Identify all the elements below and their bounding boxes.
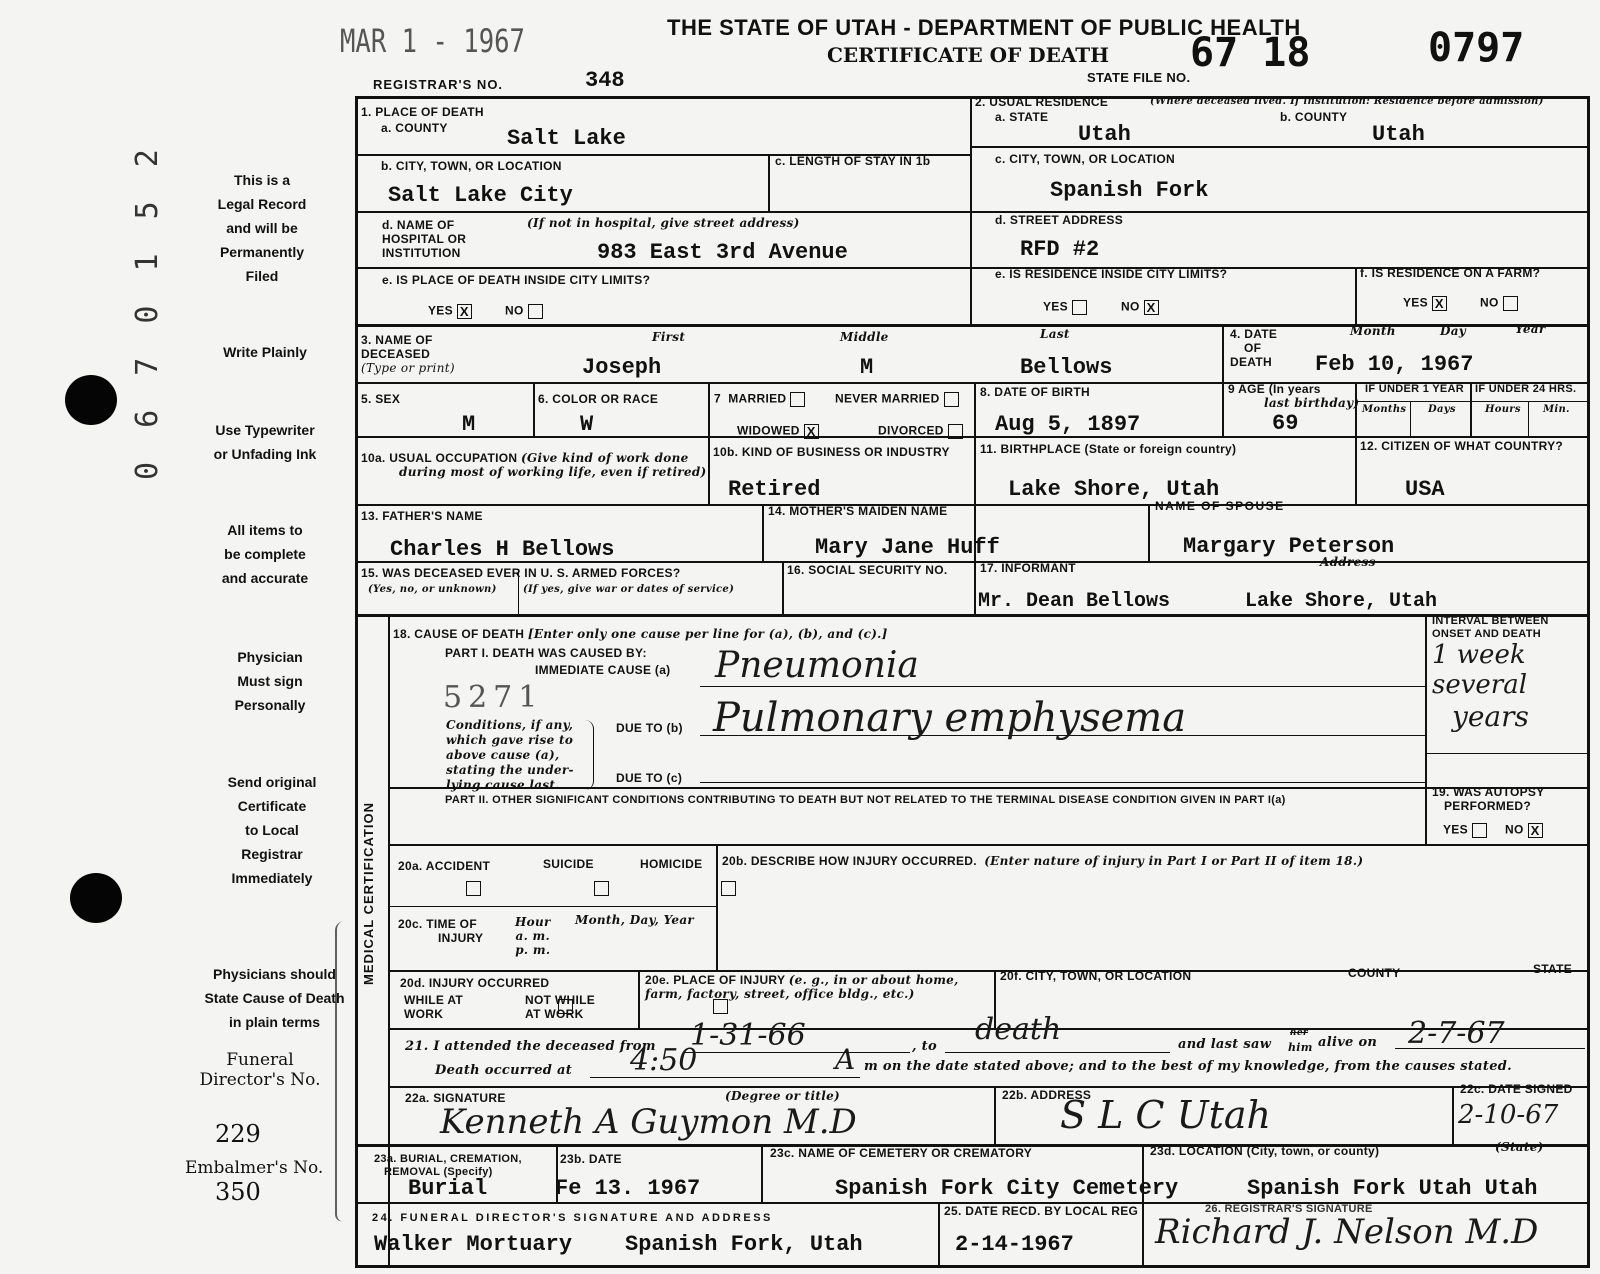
f7-divorced[interactable]: DIVORCED (878, 424, 963, 439)
f18-cause-a: Pneumonia (715, 645, 919, 686)
f17-label: 17. INFORMANT (980, 561, 1076, 575)
f18-interval-b-2: years (1452, 700, 1529, 733)
f3-last-label: Last (1040, 327, 1070, 341)
f20c-hour: Hour a. m. p. m. (515, 915, 551, 957)
f21-him: him (1288, 1041, 1313, 1054)
f23d-state-label: (State) (1495, 1140, 1544, 1154)
f23d-label: 23d. LOCATION (City, town, or county) (1150, 1144, 1380, 1158)
f21-alive-value: 2-7-67 (1408, 1016, 1505, 1051)
f9-label: 9 AGE (In years last birthday) (1228, 382, 1360, 410)
f13-label: 13. FATHER'S NAME (361, 509, 483, 523)
f4-year-label: Year (1515, 322, 1546, 336)
f23b-label: 23b. DATE (560, 1152, 622, 1166)
f1-inside-label: e. IS PLACE OF DEATH INSIDE CITY LIMITS? (382, 273, 651, 287)
f22-address: S L C Utah (1060, 1093, 1272, 1137)
f17-informant: Mr. Dean Bellows (978, 590, 1171, 613)
f3-last: Bellows (1020, 355, 1113, 380)
f21-attended: 21. I attended the deceased from (405, 1039, 656, 1054)
f9-age: 69 (1272, 411, 1299, 436)
f1-yes-box[interactable]: YES X (428, 304, 472, 319)
f1-city-label: b. CITY, TOWN, OR LOCATION (381, 159, 562, 173)
f20a-label: 20a. ACCIDENT (398, 859, 491, 873)
f22b-label: 22b. ADDRESS (1002, 1088, 1092, 1102)
f2-county: Utah (1372, 122, 1425, 147)
f20-accident-box[interactable] (466, 881, 481, 896)
f1-county-label: a. COUNTY (381, 121, 448, 135)
state-file-number-part2: 0797 (1428, 25, 1525, 71)
f18-label: 18. CAUSE OF DEATH [Enter only one cause per line for (a), (b), and (c).] (393, 627, 888, 641)
f2-state: Utah (1078, 122, 1131, 147)
f23a-disposition: Burial (408, 1176, 488, 1201)
f10a-label: 10a. USUAL OCCUPATION (Give kind of work done during most of working life, even if retired) (361, 451, 707, 479)
f2-farm-label: f. IS RESIDENCE ON A FARM? (1360, 266, 1541, 280)
state-file-number-part1: 67 18 (1190, 30, 1311, 76)
f2-farm-yes[interactable]: YES X (1403, 296, 1447, 311)
f18-brace (585, 720, 594, 790)
f22-date: 2-10-67 (1458, 1100, 1559, 1130)
f21-rest: m on the date stated above; and to the best of my knowledge, from the causes stated. (864, 1059, 1512, 1074)
f20d-label: 20d. INJURY OCCURRED (400, 976, 550, 990)
f13-father: Charles H Bellows (390, 537, 615, 562)
f17-address: Lake Shore, Utah (1245, 590, 1438, 613)
funeral-director-label: Funeral Director's No. (199, 1050, 321, 1090)
f23d-location: Spanish Fork Utah Utah (1247, 1176, 1538, 1201)
f2-inside-yes[interactable]: YES (1043, 300, 1087, 315)
f20b-label: 20b. DESCRIBE HOW INJURY OCCURRED. (Enter nature of injury in Part I or Part II of item 18.) (722, 854, 1364, 868)
f7-widowed[interactable]: WIDOWED X (737, 424, 819, 439)
f7-married[interactable]: 7 MARRIED (714, 392, 805, 407)
f7-never-married[interactable]: NEVER MARRIED (835, 392, 959, 407)
f18-code: 5271 (443, 680, 544, 715)
f9-min: Min. (1543, 404, 1570, 415)
f20-suicide-label: SUICIDE (543, 857, 594, 871)
f12-citizen: USA (1405, 477, 1445, 502)
f15-hint-2: (If yes, give war or dates of service) (523, 584, 735, 595)
f18-part2: PART II. OTHER SIGNIFICANT CONDITIONS CONTRIBUTING TO DEATH BUT NOT RELATED TO THE TERMINAL DISEASE CONDITION GIVEN IN PART I(a) (445, 794, 1286, 806)
f3-middle-label: Middle (840, 330, 889, 344)
f18-interval-a: 1 week (1432, 640, 1526, 670)
f8-date-of-birth: Aug 5, 1897 (995, 412, 1141, 437)
f6-label: 6. COLOR OR RACE (538, 392, 659, 406)
form-subtitle: CERTIFICATE OF DEATH (827, 43, 1110, 67)
f26-label: 26. REGISTRAR'S SIGNATURE (1205, 1203, 1373, 1215)
f18-due-c: DUE TO (c) (616, 771, 683, 785)
f21-ampm: A (835, 1043, 856, 1076)
f2-city: Spanish Fork (1050, 178, 1209, 203)
f10b-business: Retired (728, 477, 821, 502)
f15-label: 15. WAS DECEASED EVER IN U. S. ARMED FORCES? (361, 566, 681, 580)
f16-label: 16. SOCIAL SECURITY NO. (787, 563, 948, 577)
f20f-label: 20f. CITY, TOWN, OR LOCATION (1000, 969, 1192, 983)
f20-homicide-box[interactable] (721, 881, 736, 896)
form-title: THE STATE OF UTAH - DEPARTMENT OF PUBLIC HEALTH (667, 15, 1301, 40)
f20c-label: 20c. TIME OF INJURY (398, 917, 484, 945)
f18-cause-b: Pulmonary emphysema (713, 695, 1187, 741)
f2-city-label: c. CITY, TOWN, OR LOCATION (995, 152, 1176, 166)
f20e-label: 20e. PLACE OF INJURY (e. g., in or about home, farm, factory, street, office bldg., etc.) (645, 973, 959, 1001)
f8-label: 8. DATE OF BIRTH (980, 385, 1090, 399)
f3-middle: M (860, 355, 874, 380)
f14-mother: Mary Jane Huff (815, 535, 1000, 560)
f11-label: 11. BIRTHPLACE (State or foreign country) (980, 442, 1237, 456)
sidebar-send: Send original Certificate to Local Registrar Immediately (227, 774, 317, 886)
f20d-while-at-work[interactable]: WHILE AT WORK (404, 993, 464, 1021)
f21-her: her (1290, 1028, 1308, 1038)
f23c-cemetery: Spanish Fork City Cemetery (835, 1176, 1179, 1201)
f21-to: , to (912, 1039, 937, 1054)
sidebar-legal: This is a Legal Record and will be Permanently Filed (217, 172, 307, 284)
f21-from: 1-31-66 (690, 1018, 806, 1053)
f4-day-label: Day (1440, 324, 1467, 338)
received-stamp: MAR 1 - 1967 (340, 22, 525, 60)
f2-farm-no[interactable]: NO (1480, 296, 1518, 311)
f20f-state: STATE (1533, 962, 1573, 976)
f11-birthplace: Lake Shore, Utah (1008, 477, 1220, 502)
f3-first: Joseph (582, 355, 662, 380)
f20-homicide-label: HOMICIDE (640, 857, 703, 871)
f9-days: Days (1428, 404, 1456, 415)
f24-label: 24. FUNERAL DIRECTOR'S SIGNATURE AND ADDRESS (372, 1212, 773, 1224)
punch-hole-bottom (70, 873, 122, 923)
f21-to-value: death (975, 1012, 1062, 1047)
serial-number: 0 6 7 0 1 5 2 (130, 141, 165, 480)
punch-hole-top (65, 375, 117, 425)
f5-label: 5. SEX (361, 392, 401, 406)
f2-label: 2. USUAL RESIDENCE (975, 95, 1109, 109)
f18-part1: PART I. DEATH WAS CAUSED BY: (445, 646, 647, 660)
f23a-label: 23a. BURIAL, CREMATION, REMOVAL (Specify) (374, 1153, 522, 1178)
f20d-not-while[interactable]: NOT WHILE AT WORK (525, 993, 596, 1021)
f9-under-1: IF UNDER 1 YEAR (1365, 383, 1465, 395)
f18-interval-label: INTERVAL BETWEEN ONSET AND DEATH (1432, 615, 1549, 640)
f1-hospital: 983 East 3rd Avenue (597, 240, 848, 265)
f1-county: Salt Lake (507, 126, 626, 151)
f18-interval-b-1: several (1432, 670, 1528, 700)
f1-hosp-label: d. NAME OF HOSPITAL OR INSTITUTION (382, 218, 467, 260)
f4-date-of-death: Feb 10, 1967 (1315, 352, 1474, 377)
f1-no-box[interactable]: NO (505, 304, 543, 319)
f4-month-label: Month (1350, 324, 1396, 338)
f3-label: 3. NAME OF DECEASED (Type or print) (361, 333, 455, 375)
f25-label: 25. DATE RECD. BY LOCAL REG (944, 1204, 1139, 1218)
sidebar-typewriter: Use Typewriter or Unfading Ink (213, 422, 317, 462)
f9-hours: Hours (1485, 404, 1521, 415)
f22a-label: 22a. SIGNATURE (405, 1091, 506, 1105)
f1-hosp-hint: (If not in hospital, give street address) (527, 216, 800, 230)
f17-address-label: Address (1320, 555, 1376, 569)
sidebar-plain-terms: Physicians should State Cause of Death in plain terms (204, 966, 345, 1030)
f14-label: 14. MOTHER'S MAIDEN NAME (768, 504, 948, 518)
f24-funeral-director: Walker Mortuary (374, 1232, 573, 1257)
f18-immediate-label: IMMEDIATE CAUSE (a) (535, 663, 671, 677)
f21-alive-on: alive on (1318, 1035, 1378, 1050)
f22a-degree: (Degree or title) (725, 1089, 840, 1103)
registrar-label: REGISTRAR'S NO. (373, 77, 504, 92)
f9-under-24: IF UNDER 24 HRS. (1475, 383, 1577, 395)
f3-first-label: First (652, 330, 686, 344)
funeral-director-number: 229 (215, 1120, 261, 1148)
medical-certification-label: MEDICAL CERTIFICATION (361, 801, 376, 985)
f23b-date: Fe 13. 1967 (555, 1176, 701, 1201)
sidebar-items: All items to be complete and accurate (221, 522, 309, 586)
f19-no[interactable]: NO X (1505, 823, 1543, 838)
f21-last-saw: and last saw (1178, 1037, 1272, 1052)
f18-conditions: Conditions, if any, which gave rise to above cause (a), stating the under- lying cause last. (446, 718, 574, 792)
f1-stay-label: c. LENGTH OF STAY IN 1b (775, 154, 931, 168)
f10b-label: 10b. KIND OF BUSINESS OR INDUSTRY (713, 445, 950, 459)
f19-label: 19. WAS AUTOPSY PERFORMED? (1432, 785, 1545, 813)
spouse-name: Margary Peterson (1183, 534, 1395, 559)
f1-city: Salt Lake City (388, 183, 573, 208)
spouse-label: NAME OF SPOUSE (1155, 499, 1285, 513)
sidebar-write: Write Plainly (223, 344, 307, 360)
f19-yes[interactable]: YES (1443, 823, 1487, 838)
embalmer-number: 350 (215, 1178, 261, 1206)
f12-label: 12. CITIZEN OF WHAT COUNTRY? (1360, 439, 1564, 453)
f24-funeral-address: Spanish Fork, Utah (625, 1232, 863, 1257)
sidebar-physician: Physician Must sign Personally (234, 649, 306, 713)
f23c-label: 23c. NAME OF CEMETERY OR CREMATORY (770, 1146, 1033, 1160)
f4-label: 4. DATE OF DEATH (1230, 327, 1278, 369)
f2-state-label: a. STATE (995, 110, 1049, 124)
state-file-label: STATE FILE NO. (1087, 70, 1191, 85)
registrar-number: 348 (585, 68, 625, 93)
f21-time: 4:50 (630, 1043, 698, 1078)
f15-hint-1: (Yes, no, or unknown) (368, 584, 497, 595)
f22-signature[interactable]: Kenneth A Guymon M.D (440, 1102, 857, 1142)
f2-hint: (Where deceased lived. If institution: Residence before admission) (1150, 96, 1544, 107)
f6-race: W (580, 412, 594, 437)
f20c-mdy: Month, Day, Year (575, 913, 695, 927)
f5-sex: M (462, 412, 476, 437)
f22c-label: 22c. DATE SIGNED (1460, 1082, 1573, 1096)
f9-months: Months (1362, 404, 1407, 415)
f2-street: RFD #2 (1020, 237, 1100, 262)
f2-street-label: d. STREET ADDRESS (995, 213, 1124, 227)
f2-inside-label: e. IS RESIDENCE INSIDE CITY LIMITS? (995, 267, 1228, 281)
f2-inside-no[interactable]: NO X (1121, 300, 1159, 315)
f20f-county: COUNTY (1348, 966, 1401, 980)
f2-county-label: b. COUNTY (1280, 110, 1348, 124)
f26-registrar-signature[interactable]: Richard J. Nelson M.D (1155, 1212, 1539, 1252)
f20-suicide-box[interactable] (594, 881, 609, 896)
f21-occurred: Death occurred at (435, 1063, 573, 1078)
f1-label: 1. PLACE OF DEATH (361, 105, 484, 119)
embalmer-label: Embalmer's No. (185, 1158, 324, 1178)
f25-date-received: 2-14-1967 (955, 1232, 1074, 1257)
f18-due-b: DUE TO (b) (616, 721, 683, 735)
